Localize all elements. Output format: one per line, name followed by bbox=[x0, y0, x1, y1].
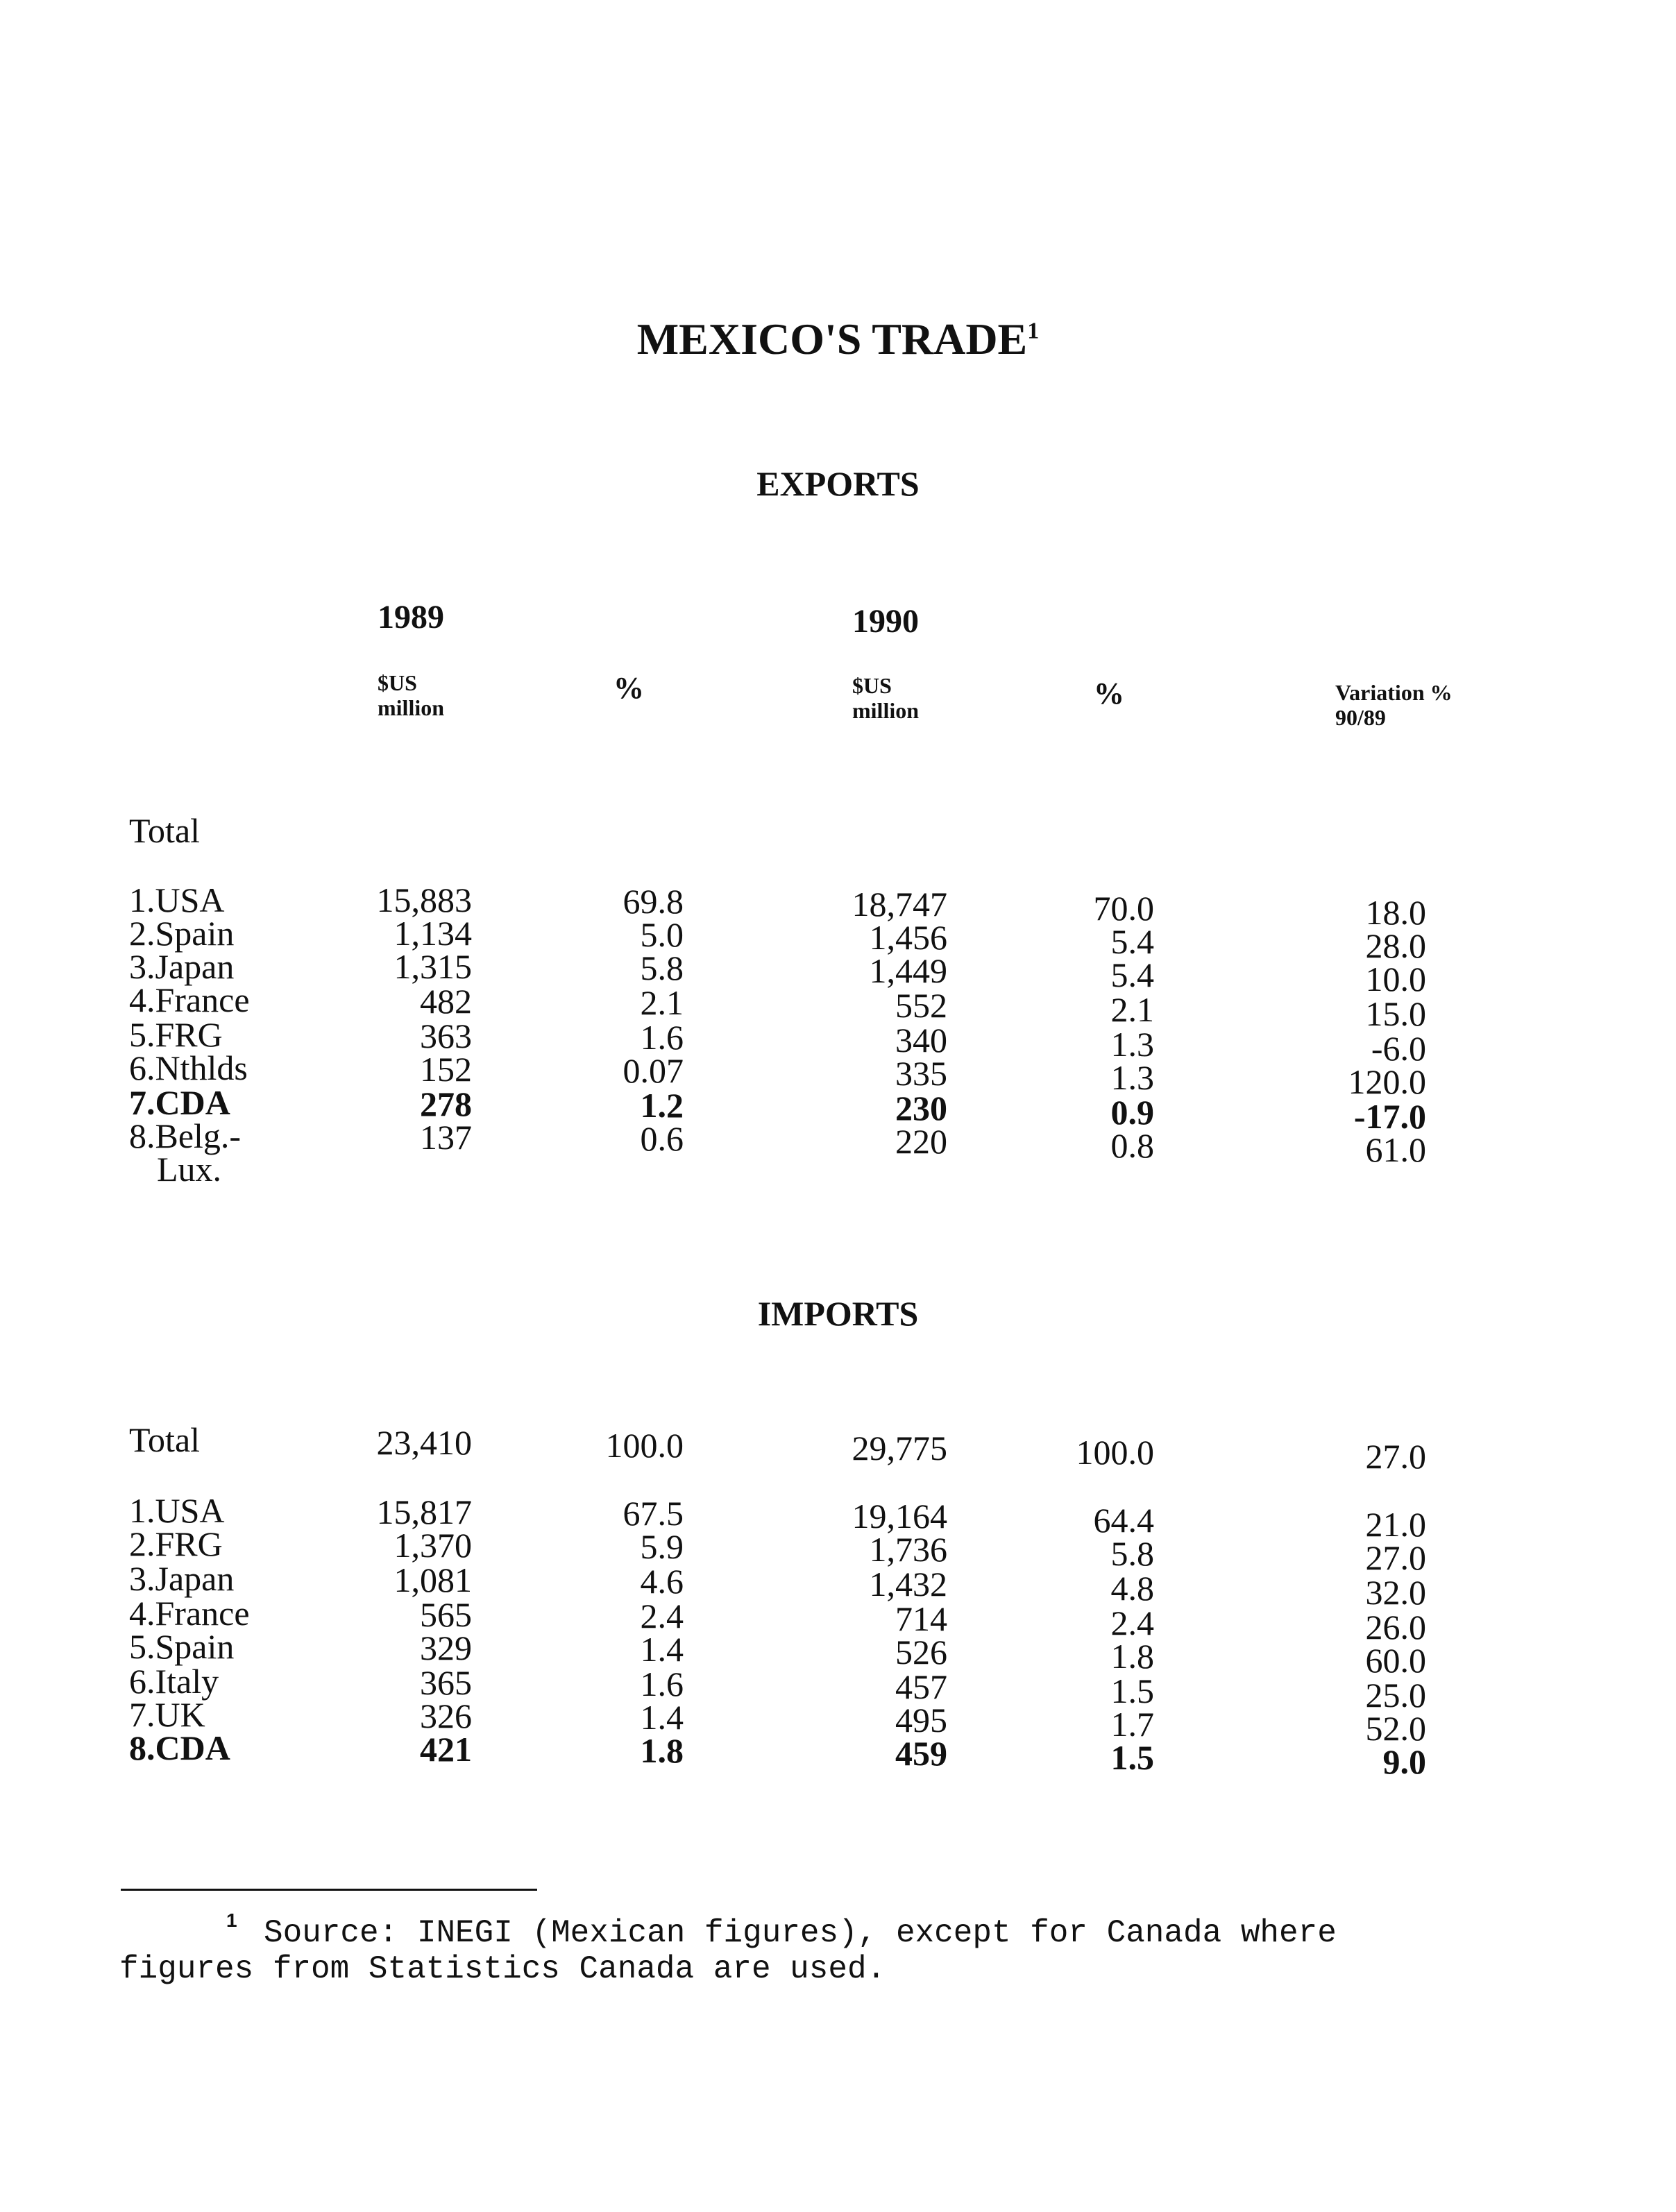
imports-row-1990-pct: 1.7 bbox=[1110, 1705, 1154, 1744]
exports-row-1989-pct: 1.6 bbox=[640, 1018, 684, 1057]
imports-row-label: 2.FRG bbox=[129, 1524, 223, 1563]
exports-row-1989-value: 1,315 bbox=[393, 947, 472, 986]
imports-total-1989-value: 23,410 bbox=[376, 1423, 472, 1462]
imports-row-1990-pct: 1.5 bbox=[1110, 1671, 1154, 1710]
exports-row-label: 4.France bbox=[129, 980, 250, 1019]
exports-row-1990-pct: 0.8 bbox=[1110, 1126, 1154, 1165]
imports-row-1990-value: 1,432 bbox=[869, 1565, 947, 1603]
imports-row-1989-value: 565 bbox=[420, 1595, 472, 1634]
imports-row-1989-pct: 2.4 bbox=[640, 1597, 684, 1635]
exports-row-1990-value: 1,456 bbox=[869, 918, 947, 957]
imports-row-variation: 52.0 bbox=[1365, 1709, 1426, 1748]
imports-row-1989-value: 1,081 bbox=[393, 1560, 472, 1599]
exports-row-1989-pct: 1.2 bbox=[640, 1086, 684, 1125]
imports-row-label: 3.Japan bbox=[129, 1559, 235, 1598]
year-1990-header: 1990 bbox=[852, 603, 919, 640]
exports-row-label: 3.Japan bbox=[129, 947, 235, 986]
imports-row-1989-value: 421 bbox=[420, 1730, 472, 1769]
exports-row-variation: 10.0 bbox=[1365, 960, 1426, 998]
imports-row-variation: 9.0 bbox=[1382, 1742, 1426, 1781]
imports-row-1990-value: 459 bbox=[895, 1734, 947, 1773]
imports-total-variation: 27.0 bbox=[1365, 1437, 1426, 1476]
imports-row-label: 8.CDA bbox=[129, 1728, 230, 1767]
unit-1989-header: $US million bbox=[378, 670, 445, 720]
imports-total-label: Total bbox=[129, 1420, 201, 1459]
exports-row-1989-pct: 5.0 bbox=[640, 915, 684, 954]
imports-row-label: 7.UK bbox=[129, 1695, 205, 1734]
year-1989-header: 1989 bbox=[378, 599, 444, 636]
exports-row-variation: 28.0 bbox=[1365, 926, 1426, 965]
imports-row-variation: 60.0 bbox=[1365, 1641, 1426, 1680]
imports-total-1990-value: 29,775 bbox=[852, 1429, 947, 1467]
exports-row-1989-pct: 0.07 bbox=[623, 1051, 684, 1090]
exports-row-1989-value: 137 bbox=[420, 1118, 472, 1157]
exports-row-label: 7.CDA bbox=[129, 1083, 230, 1122]
page-title-text: MEXICO'S TRADE bbox=[636, 314, 1028, 364]
exports-row-1989-value: 363 bbox=[420, 1016, 472, 1055]
exports-row-label: 6.Nthlds bbox=[129, 1048, 248, 1087]
exports-row-label-continued: Lux. bbox=[157, 1150, 222, 1189]
exports-row-1990-value: 220 bbox=[895, 1122, 947, 1161]
exports-row-1990-value: 18,747 bbox=[852, 885, 947, 924]
exports-row-1990-value: 340 bbox=[895, 1021, 947, 1060]
variation-header: Variation % 90/89 bbox=[1335, 680, 1453, 730]
title-footnote-mark: 1 bbox=[1027, 318, 1040, 344]
pct-1989-header: % bbox=[613, 671, 644, 705]
exports-row-variation: 61.0 bbox=[1365, 1130, 1426, 1169]
imports-row-variation: 25.0 bbox=[1365, 1676, 1426, 1715]
imports-row-label: 5.Spain bbox=[129, 1627, 235, 1666]
exports-row-label: 2.Spain bbox=[129, 914, 235, 953]
imports-row-variation: 32.0 bbox=[1365, 1573, 1426, 1612]
exports-total-label: Total bbox=[129, 811, 201, 850]
exports-row-1989-pct: 0.6 bbox=[640, 1119, 684, 1158]
exports-row-variation: -17.0 bbox=[1353, 1097, 1426, 1136]
imports-row-1989-pct: 5.9 bbox=[640, 1527, 684, 1566]
imports-row-1989-pct: 1.4 bbox=[640, 1698, 684, 1737]
exports-row-variation: 120.0 bbox=[1348, 1062, 1426, 1101]
imports-row-1990-pct: 5.8 bbox=[1110, 1534, 1154, 1573]
imports-row-label: 6.Italy bbox=[129, 1662, 219, 1701]
exports-row-1990-pct: 5.4 bbox=[1110, 955, 1154, 994]
imports-heading: IMPORTS bbox=[757, 1294, 919, 1333]
imports-row-1990-pct: 64.4 bbox=[1093, 1501, 1154, 1540]
page-title bbox=[0, 314, 1676, 365]
imports-row-1989-pct: 1.8 bbox=[640, 1731, 684, 1770]
imports-row-1989-pct: 4.6 bbox=[640, 1562, 684, 1601]
exports-row-label: 1.USA bbox=[129, 880, 225, 919]
imports-row-label: 1.USA bbox=[129, 1491, 225, 1530]
exports-row-1989-pct: 5.8 bbox=[640, 948, 684, 987]
imports-row-variation: 27.0 bbox=[1365, 1538, 1426, 1577]
imports-row-1989-value: 1,370 bbox=[393, 1526, 472, 1565]
exports-row-1990-pct: 0.9 bbox=[1110, 1093, 1154, 1132]
exports-row-1990-pct: 2.1 bbox=[1110, 990, 1154, 1029]
pct-1990-header: % bbox=[1094, 677, 1124, 711]
exports-row-variation: -6.0 bbox=[1371, 1029, 1426, 1068]
imports-row-1989-pct: 1.4 bbox=[640, 1630, 684, 1669]
exports-row-1989-value: 482 bbox=[420, 982, 472, 1021]
footnote-line-1: Source: INEGI (Mexican figures), except for Canada where bbox=[264, 1915, 1337, 1951]
footnote-divider bbox=[121, 1889, 537, 1891]
exports-heading: EXPORTS bbox=[756, 464, 920, 503]
exports-row-1989-value: 278 bbox=[420, 1084, 472, 1123]
imports-row-1989-value: 326 bbox=[420, 1696, 472, 1735]
imports-row-1990-pct: 1.5 bbox=[1110, 1738, 1154, 1777]
imports-row-1990-pct: 1.8 bbox=[1110, 1637, 1154, 1676]
exports-row-1989-pct: 69.8 bbox=[623, 882, 684, 921]
imports-row-variation: 26.0 bbox=[1365, 1608, 1426, 1647]
exports-row-1990-value: 552 bbox=[895, 986, 947, 1025]
footnote-line-2: figures from Statistics Canada are used. bbox=[119, 1951, 886, 1987]
exports-row-1990-pct: 70.0 bbox=[1093, 889, 1154, 928]
imports-total-1989-pct: 100.0 bbox=[605, 1426, 684, 1465]
exports-row-1990-pct: 1.3 bbox=[1110, 1058, 1154, 1097]
exports-row-1990-value: 230 bbox=[895, 1089, 947, 1128]
exports-row-variation: 18.0 bbox=[1365, 893, 1426, 932]
imports-row-1990-pct: 2.4 bbox=[1110, 1603, 1154, 1642]
exports-row-1990-value: 1,449 bbox=[869, 951, 947, 990]
exports-row-1989-value: 152 bbox=[420, 1050, 472, 1089]
imports-row-1989-value: 365 bbox=[420, 1663, 472, 1702]
imports-row-label: 4.France bbox=[129, 1594, 250, 1633]
exports-row-1990-pct: 1.3 bbox=[1110, 1025, 1154, 1064]
imports-row-1990-value: 1,736 bbox=[869, 1530, 947, 1569]
imports-row-1989-value: 329 bbox=[420, 1628, 472, 1667]
exports-row-1989-pct: 2.1 bbox=[640, 983, 684, 1022]
exports-row-1990-value: 335 bbox=[895, 1054, 947, 1093]
exports-row-1990-pct: 5.4 bbox=[1110, 922, 1154, 961]
exports-row-label: 8.Belg.- bbox=[129, 1116, 242, 1155]
imports-row-1990-value: 457 bbox=[895, 1667, 947, 1706]
imports-row-1990-value: 19,164 bbox=[852, 1497, 947, 1535]
exports-row-1989-value: 1,134 bbox=[393, 914, 472, 953]
imports-row-1990-value: 714 bbox=[895, 1599, 947, 1638]
exports-row-variation: 15.0 bbox=[1365, 994, 1426, 1033]
exports-row-label: 5.FRG bbox=[129, 1015, 223, 1054]
imports-row-1989-pct: 67.5 bbox=[623, 1494, 684, 1533]
unit-1990-header: $US million bbox=[852, 673, 920, 723]
footnote-mark: 1 bbox=[226, 1909, 237, 1931]
imports-row-1989-pct: 1.6 bbox=[640, 1665, 684, 1703]
imports-total-1990-pct: 100.0 bbox=[1076, 1433, 1154, 1472]
imports-row-1990-value: 526 bbox=[895, 1633, 947, 1671]
exports-row-1989-value: 15,883 bbox=[376, 880, 472, 919]
imports-row-variation: 21.0 bbox=[1365, 1505, 1426, 1544]
imports-row-1990-pct: 4.8 bbox=[1110, 1569, 1154, 1608]
imports-row-1989-value: 15,817 bbox=[376, 1492, 472, 1531]
imports-row-1990-value: 495 bbox=[895, 1701, 947, 1739]
